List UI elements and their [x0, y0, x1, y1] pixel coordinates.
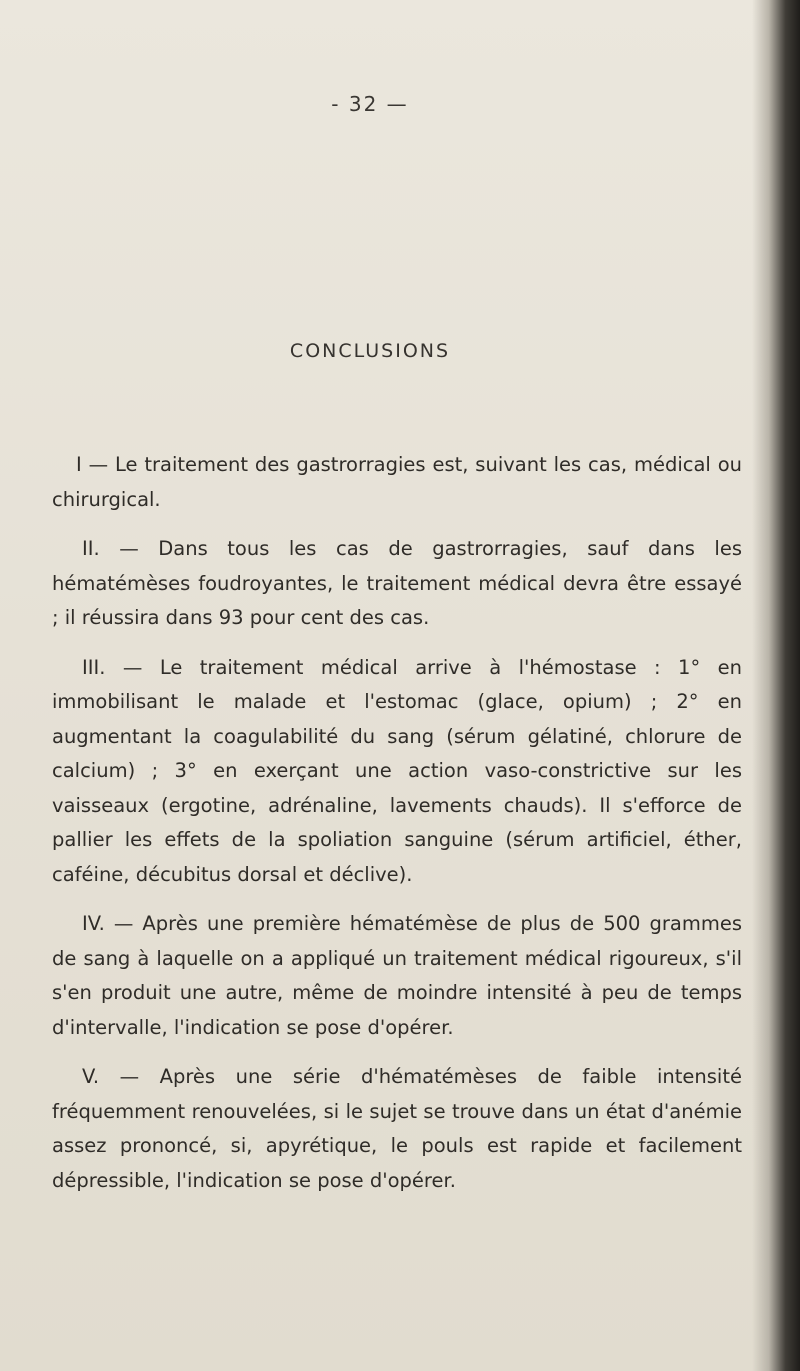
- conclusion-paragraph-5: V. — Après une série d'hématémèses de faible intensité fréquemment renouvelées, si le sujet se trouve dans un état d'anémie assez prononcé, si, apyrétique, le pouls est rapide et facilement dépressible, l'indication se pose d'opérer.: [52, 1065, 742, 1192]
- page-number: - 32 —: [331, 92, 409, 116]
- conclusion-paragraph-2: II. — Dans tous les cas de gastrorragies, sauf dans les hématémèses foudroyantes, le traitement médical devra être essayé ; il réussira dans 93 pour cent des cas.: [52, 537, 742, 629]
- conclusion-paragraph-4: IV. — Après une première hématémèse de plus de 500 grammes de sang à laquelle on a appliqué un traitement médical rigoureux, s'il s'en produit une autre, même de moindre intensité à peu de temps d'intervalle, l'indication se pose d'opérer.: [52, 912, 742, 1039]
- conclusions-text: [52, 448, 742, 1213]
- conclusion-paragraph-1: I — Le traitement des gastrorragies est, suivant les cas, médical ou chirurgical.: [52, 453, 742, 511]
- page-title: CONCLUSIONS: [289, 340, 451, 362]
- conclusion-paragraph-3: III. — Le traitement médical arrive à l'hémostase : 1° en immobilisant le malade et l'estomac (glace, opium) ; 2° en augmentant la coagulabilité du sang (sérum gélatiné, chlorure de calcium) ; 3° en exerçant une action vaso-constrictive sur les vaisseaux (ergotine, adrénaline, lavements chauds). Il s'efforce de pallier les effets de la spoliation sanguine (sérum artificiel, éther, caféine, décubitus dorsal et déclive).: [52, 655, 742, 886]
- page-edge-shadow: [752, 0, 800, 1371]
